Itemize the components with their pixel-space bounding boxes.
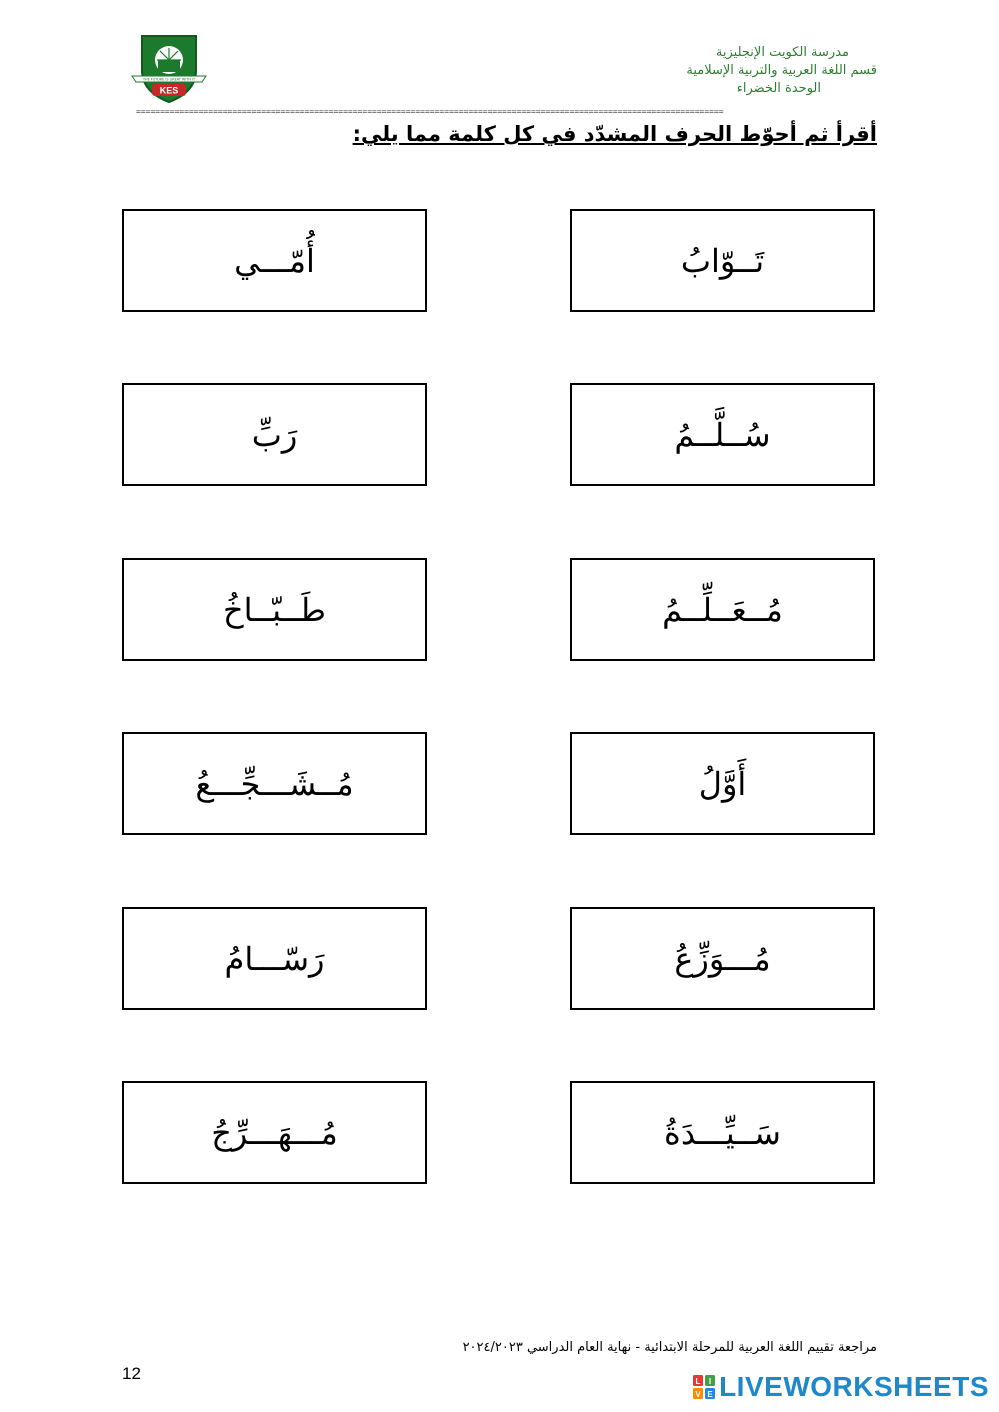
svg-text:L: L [695,1377,701,1386]
word-box[interactable] [570,383,875,486]
page-number: 12 [122,1364,141,1383]
word-box[interactable] [570,732,875,835]
word-box[interactable] [570,558,875,661]
word-text: مُــعَــلِّــمُ [662,590,783,629]
school-name: مدرسة الكويت الإنجليزية [715,45,849,60]
word-text: أُمّـــي [234,241,315,280]
word-box[interactable] [122,209,427,312]
instruction-title: أقرأ ثم أحوّط الحرف المشدّد في كل كلمة مما يلي: [352,122,877,146]
word-text: رَسّـــامُ [224,939,325,978]
footer-text: مراجعة تقييم اللغة العربية للمرحلة الابتدائية - نهاية العام الدراسي ٢٠٢٤/٢٠٢٣ [462,1340,877,1355]
word-box[interactable] [122,383,427,486]
liveworksheets-icon [692,1373,716,1401]
word-box[interactable] [570,209,875,312]
svg-text:V: V [695,1390,701,1399]
logo-text: KES [159,85,179,96]
word-box[interactable] [122,732,427,835]
unit-name: الوحدة الخضراء [736,81,821,96]
word-text: مُـــوَزِّعُ [674,939,771,978]
school-logo [128,30,210,106]
word-text: طَــبّــاخُ [222,590,327,629]
svg-text:I: I [708,1377,712,1386]
word-text: تَــوّابُ [680,241,765,280]
word-text: مُـــهَـــرِّجُ [211,1113,338,1152]
word-text: سَــيِّـــدَةُ [664,1113,781,1152]
word-text: سُــلَّــمُ [674,415,771,454]
svg-text:E: E [707,1390,713,1399]
liveworksheets-brand[interactable] [692,1371,989,1403]
word-text: مُــشَـــجِّـــعُ [195,764,354,803]
word-box[interactable] [122,907,427,1010]
school-header [577,44,877,98]
word-box[interactable] [570,1081,875,1184]
word-box[interactable] [570,907,875,1010]
word-box[interactable] [122,1081,427,1184]
word-text: أَوَّلُ [698,764,747,803]
word-box[interactable] [122,558,427,661]
logo-motto: THE FUTURE IS GREAT WITH IT [142,77,196,82]
header-divider: ========================================================================================================================== [136,107,724,116]
word-text: رَبِّ [251,415,298,454]
department-name: قسم اللغة العربية والتربية الإسلامية [686,63,877,78]
liveworksheets-text: LIVEWORKSHEETS [719,1371,989,1402]
